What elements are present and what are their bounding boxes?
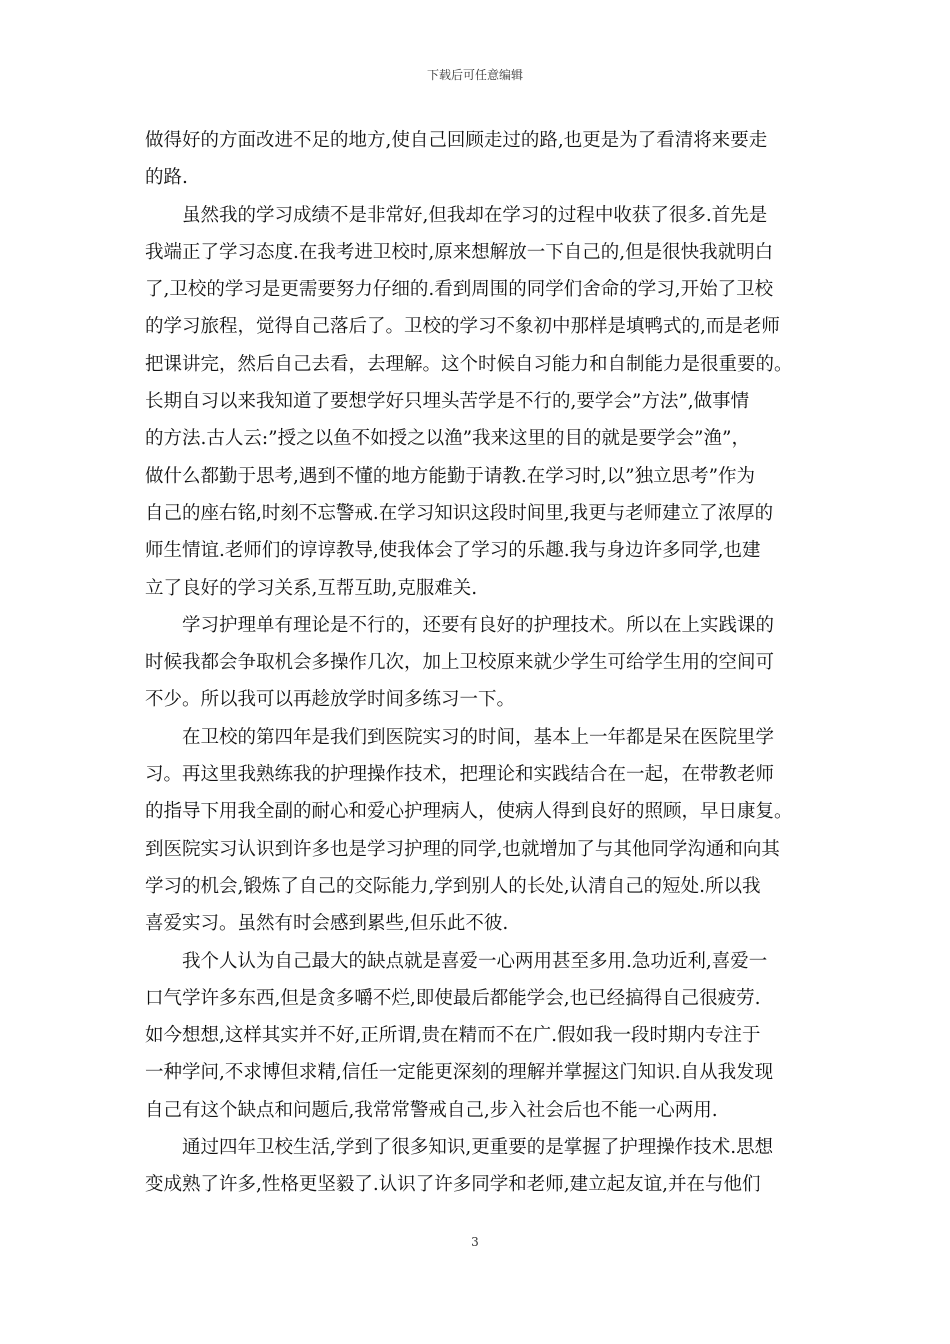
- text-line: 虽然我的学习成绩不是非常好,但我却在学习的过程中收获了很多.首先是: [145, 204, 768, 226]
- text-line: 在卫校的第四年是我们到医院实习的时间，基本上一年都是呆在医院里学: [145, 726, 775, 748]
- text-line: 一种学问,不求博但求精,信任一定能更深刻的理解并掌握这门知识.自从我发现: [145, 1062, 774, 1084]
- text-line: 做得好的方面改进不足的地方,使自己回顾走过的路,也更是为了看清将来要走: [145, 130, 768, 151]
- text-line: 的路.: [145, 167, 188, 189]
- text-line: 习。再这里我熟练我的护理操作技术，把理论和实践结合在一起，在带教老师: [145, 764, 775, 786]
- text-line: 的方法.古人云:”授之以鱼不如授之以渔”我来这里的目的就是要学会”渔”，: [145, 428, 750, 450]
- document-body: [145, 122, 807, 1204]
- page-number: 3: [471, 1235, 479, 1249]
- text-line: 到医院实习认识到许多也是学习护理的同学,也就增加了与其他同学沟通和向其: [145, 838, 780, 860]
- text-line: 喜爱实习。虽然有时会感到累些,但乐此不彼.: [145, 913, 509, 935]
- text-line: 长期自习以来我知道了要想学好只埋头苦学是不行的,要学会”方法”,做事情: [145, 391, 750, 413]
- text-line: 立了良好的学习关系,互帮互助,克服难关.: [145, 577, 478, 599]
- page-header: 下载后可任意编辑: [426, 68, 523, 82]
- text-line: 的指导下用我全副的耐心和爱心护理病人，使病人得到良好的照顾，早日康复。: [145, 801, 793, 823]
- text-line: 时候我都会争取机会多操作几次，加上卫校原来就少学生可给学生用的空间可: [145, 652, 775, 674]
- text-line: 变成熟了许多,性格更坚毅了.认识了许多同学和老师,建立起友谊,并在与他们: [145, 1174, 761, 1196]
- text-line: 把课讲完，然后自己去看，去理解。这个时候自习能力和自制能力是很重要的。: [145, 353, 793, 375]
- text-line: 不少。所以我可以再趁放学时间多练习一下。: [145, 689, 516, 711]
- text-line: 我端正了学习态度.在我考进卫校时,原来想解放一下自己的,但是很快我就明白: [145, 241, 774, 263]
- text-line: 自己有这个缺点和问题后,我常常警戒自己,步入社会后也不能一心两用.: [145, 1099, 718, 1121]
- text-line: 如今想想,这样其实并不好,正所谓,贵在精而不在广.假如我一段时期内专注于: [145, 1025, 761, 1047]
- text-line: 自己的座右铭,时刻不忘警戒.在学习知识这段时间里,我更与老师建立了浓厚的: [145, 502, 774, 524]
- text-line: 了,卫校的学习是更需要努力仔细的.看到周围的同学们舍命的学习,开始了卫校: [145, 279, 774, 301]
- text-line: 通过四年卫校生活,学到了很多知识,更重要的是掌握了护理操作技术.思想: [145, 1137, 774, 1159]
- text-line: 我个人认为自己最大的缺点就是喜爱一心两用甚至多用.急功近利,喜爱一: [145, 950, 768, 972]
- text-line: 做什么都勤于思考,遇到不懂的地方能勤于请教.在学习时,以”独立思考”作为: [145, 465, 756, 487]
- text-line: 学习护理单有理论是不行的，还要有良好的护理技术。所以在上实践课的: [145, 614, 775, 636]
- text-line: 师生情谊.老师们的谆谆教导,使我体会了学习的乐趣.我与身边许多同学,也建: [145, 540, 761, 562]
- text-line: 口气学许多东西,但是贪多嚼不烂,即使最后都能学会,也已经搞得自己很疲劳.: [145, 987, 761, 1009]
- text-line: 的学习旅程，觉得自己落后了。卫校的学习不象初中那样是填鸭式的,而是老师: [145, 316, 780, 338]
- text-line: 学习的机会,锻炼了自己的交际能力,学到别人的长处,认清自己的短处.所以我: [145, 875, 761, 897]
